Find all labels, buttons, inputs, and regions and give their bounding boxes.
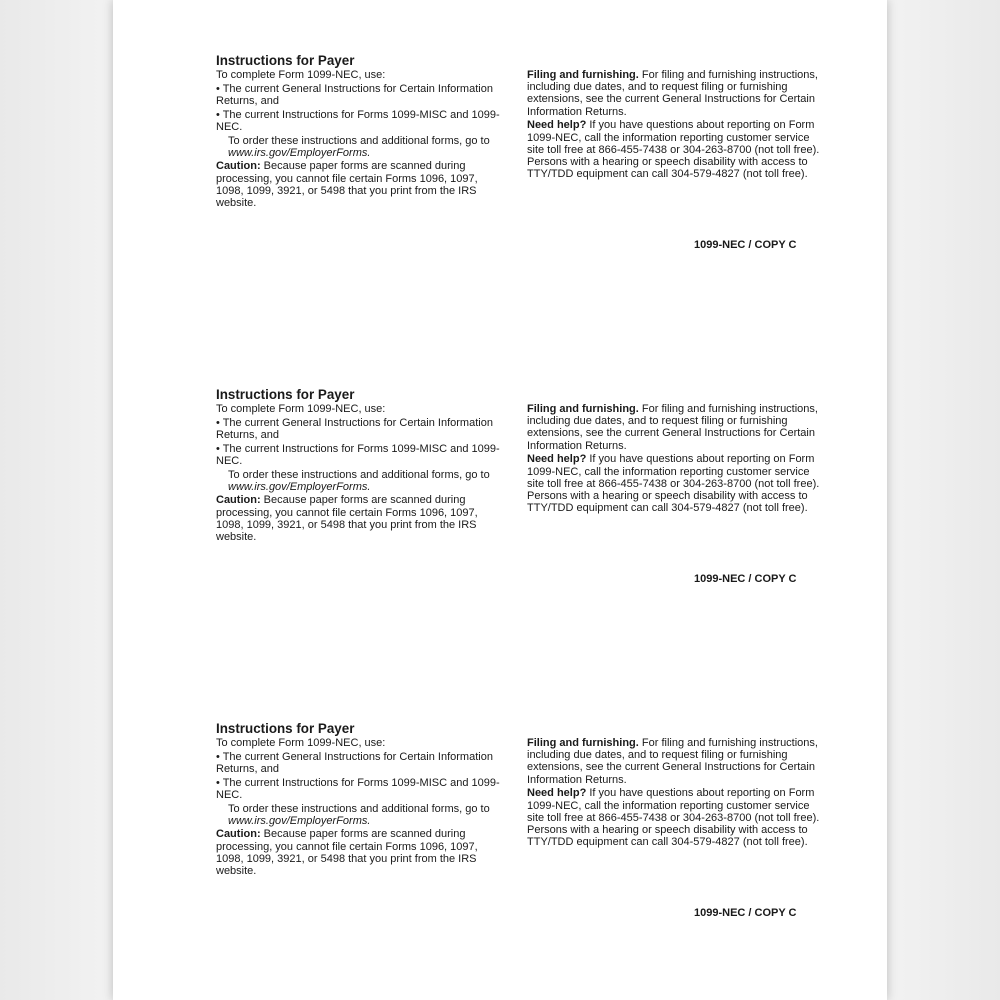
- intro-text: To complete Form 1099-NEC, use:: [216, 403, 386, 415]
- filing-text: For filing and furnishing instructions, including due dates, and to request filing or furnishing extensions, see the current General Instructions for Certain Information Returns.: [527, 737, 818, 786]
- bullet-general-instructions: • The current General Instructions for Certain Information Returns, and: [216, 416, 493, 441]
- caution-paragraph: [216, 160, 506, 209]
- caution-text: Because paper forms are scanned during processing, you cannot file certain Forms 1096, 1097, 1098, 1099, 3921, or 5498 that you print from the IRS website.: [216, 160, 478, 210]
- bullet-form-instructions: • The current Instructions for Forms 1099-MISC and 1099-NEC.: [216, 108, 500, 133]
- right-column: [527, 69, 827, 182]
- bullet-general-instructions: • The current General Instructions for Certain Information Returns, and: [216, 82, 493, 107]
- order-text: To order these instructions and additional forms, go to: [228, 134, 490, 147]
- caution-text: Because paper forms are scanned during processing, you cannot file certain Forms 1096, 1097, 1098, 1099, 3921, or 5498 that you print from the IRS website.: [216, 494, 478, 544]
- help-paragraph: [527, 453, 827, 514]
- help-label: Need help?: [527, 119, 587, 132]
- copy-label: 1099-NEC / COPY C: [694, 907, 797, 919]
- panel-title: Instructions for Payer: [216, 721, 355, 736]
- help-text: If you have questions about reporting on Form 1099-NEC, call the information reporting customer service site toll free at 866-455-7438 or 304-263-8700 (not toll free). Persons with a hearing or speech disability with access to TTY/TDD equipment can call 304-579-4827 (not toll free).: [527, 119, 820, 181]
- caution-paragraph: [216, 828, 506, 877]
- help-label: Need help?: [527, 787, 587, 800]
- instructions-panel: [113, 53, 887, 253]
- filing-label: Filing and furnishing.: [527, 69, 639, 81]
- filing-paragraph: [527, 737, 827, 786]
- filing-paragraph: [527, 69, 827, 118]
- order-paragraph: [216, 803, 506, 827]
- left-column: [216, 721, 506, 879]
- copy-label: 1099-NEC / COPY C: [694, 573, 797, 585]
- order-paragraph: [216, 135, 506, 159]
- order-paragraph: [216, 469, 506, 493]
- left-column: [216, 53, 506, 211]
- copy-label: 1099-NEC / COPY C: [694, 239, 797, 251]
- filing-text: For filing and furnishing instructions, including due dates, and to request filing or furnishing extensions, see the current General Instructions for Certain Information Returns.: [527, 69, 818, 118]
- filing-label: Filing and furnishing.: [527, 737, 639, 749]
- order-url: www.irs.gov/EmployerForms.: [228, 146, 371, 159]
- right-column: [527, 737, 827, 850]
- help-paragraph: [527, 787, 827, 848]
- instructions-panel: [113, 721, 887, 921]
- order-text: To order these instructions and additional forms, go to: [228, 802, 490, 815]
- order-url: www.irs.gov/EmployerForms.: [228, 814, 371, 827]
- help-label: Need help?: [527, 453, 587, 466]
- left-column: [216, 387, 506, 545]
- caution-label: Caution:: [216, 828, 261, 841]
- right-column: [527, 403, 827, 516]
- order-url: www.irs.gov/EmployerForms.: [228, 480, 371, 493]
- panel-title: Instructions for Payer: [216, 53, 355, 68]
- caution-paragraph: [216, 494, 506, 543]
- caution-label: Caution:: [216, 160, 261, 173]
- filing-label: Filing and furnishing.: [527, 403, 639, 415]
- caution-label: Caution:: [216, 494, 261, 507]
- help-text: If you have questions about reporting on Form 1099-NEC, call the information reporting customer service site toll free at 866-455-7438 or 304-263-8700 (not toll free). Persons with a hearing or speech disability with access to TTY/TDD equipment can call 304-579-4827 (not toll free).: [527, 453, 820, 515]
- instructions-panel: [113, 387, 887, 587]
- form-sheet: [113, 0, 887, 1000]
- filing-paragraph: [527, 403, 827, 452]
- help-paragraph: [527, 119, 827, 180]
- order-text: To order these instructions and additional forms, go to: [228, 468, 490, 481]
- intro-text: To complete Form 1099-NEC, use:: [216, 737, 386, 749]
- intro-text: To complete Form 1099-NEC, use:: [216, 69, 386, 81]
- caution-text: Because paper forms are scanned during processing, you cannot file certain Forms 1096, 1097, 1098, 1099, 3921, or 5498 that you print from the IRS website.: [216, 828, 478, 878]
- panel-title: Instructions for Payer: [216, 387, 355, 402]
- filing-text: For filing and furnishing instructions, including due dates, and to request filing or furnishing extensions, see the current General Instructions for Certain Information Returns.: [527, 403, 818, 452]
- bullet-form-instructions: • The current Instructions for Forms 1099-MISC and 1099-NEC.: [216, 442, 500, 467]
- bullet-form-instructions: • The current Instructions for Forms 1099-MISC and 1099-NEC.: [216, 776, 500, 801]
- bullet-general-instructions: • The current General Instructions for Certain Information Returns, and: [216, 750, 493, 775]
- help-text: If you have questions about reporting on Form 1099-NEC, call the information reporting customer service site toll free at 866-455-7438 or 304-263-8700 (not toll free). Persons with a hearing or speech disability with access to TTY/TDD equipment can call 304-579-4827 (not toll free).: [527, 787, 820, 849]
